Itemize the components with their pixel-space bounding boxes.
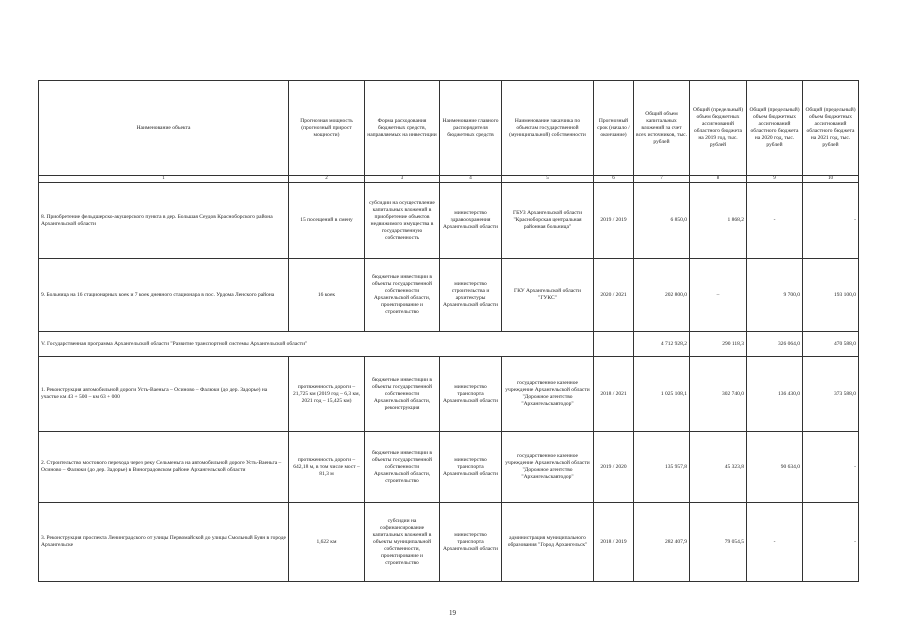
program-title-cell: V. Государственная программа Архангельской области "Развитие транспортной системы Архангельской области" <box>39 332 594 357</box>
header-cell: Прогнозная мощность (прогнозный прирост мощности) <box>289 81 365 176</box>
page-number: 19 <box>449 609 456 617</box>
year-2020-cell: 136 430,0 <box>747 357 803 432</box>
year-2019-cell: – <box>690 259 747 332</box>
table-row <box>39 432 859 503</box>
year-2019-cell: 302 740,0 <box>690 357 747 432</box>
capacity-cell: 1,622 км <box>289 503 365 582</box>
year-2020-cell: - <box>747 503 803 582</box>
table-header-row <box>39 81 859 176</box>
header-cell: Наименование заказчика по объектам государственной (муниципальной) собственности <box>502 81 594 176</box>
header-cell: Общий (предельный) объем бюджетных ассигнований областного бюджета на 2020 год, тыс. рублей <box>747 81 803 176</box>
column-number: 5 <box>502 176 594 183</box>
total-cell: 4 712 928,2 <box>634 332 690 357</box>
capacity-cell: 15 посещений в смену <box>289 183 365 259</box>
total-cell: 6 850,0 <box>634 183 690 259</box>
customer-cell: ГБУЗ Архангельской области "Красноборская центральная районная больница" <box>502 183 594 259</box>
year-2021-cell: - <box>803 503 859 582</box>
manager-cell: министерство строительства и архитектуры Архангельской области <box>440 259 502 332</box>
form-cell: субсидии на софинансирование капитальных вложений в объекты муниципальной собственности, проектирование и строительство <box>365 503 440 582</box>
column-number: 10 <box>803 176 859 183</box>
year-2020-cell: - <box>747 183 803 259</box>
term-cell: 2020 / 2021 <box>594 259 634 332</box>
header-cell: Общий (предельный) объем бюджетных ассигнований областного бюджета на 2021 год, тыс. рублей <box>803 81 859 176</box>
term-cell: 2019 / 2020 <box>594 432 634 503</box>
year-2021-cell: - <box>803 183 859 259</box>
header-cell: Наименование главного распорядителя бюджетных средств <box>440 81 502 176</box>
column-number-row <box>39 176 859 183</box>
object-name-cell: 1. Реконструкция автомобильной дороги Усть-Ваеньга – Осиново – Фалюки (до дер. Задорье) на участке км 43 + 500 – км 63 + 000 <box>39 357 289 432</box>
year-2019-cell: 45 323,8 <box>690 432 747 503</box>
form-cell: бюджетные инвестиции в объекты государственной собственности Архангельской области, проектирование и строительство <box>365 259 440 332</box>
capacity-cell: 16 коек <box>289 259 365 332</box>
column-number: 7 <box>634 176 690 183</box>
object-name-cell: 9. Больница на 16 стационарных коек и 7 коек дневного стационара в пос. Урдома Ленского района <box>39 259 289 332</box>
column-number: 6 <box>594 176 634 183</box>
manager-cell: министерство транспорта Архангельской области <box>440 357 502 432</box>
form-cell: бюджетные инвестиции в объекты государственной собственности Архангельской области, реконструкция <box>365 357 440 432</box>
manager-cell: министерство транспорта Архангельской области <box>440 432 502 503</box>
header-cell: Общий объем капитальных вложений за счет всех источников, тыс. рублей <box>634 81 690 176</box>
table-row <box>39 183 859 259</box>
table-row <box>39 357 859 432</box>
header-cell: Общий (предельный) объем бюджетных ассигнований областного бюджета на 2019 год, тыс. рублей <box>690 81 747 176</box>
header-cell: Форма расходования бюджетных средств, направляемых на инвестиции <box>365 81 440 176</box>
column-number: 2 <box>289 176 365 183</box>
column-number: 9 <box>747 176 803 183</box>
table-row <box>39 259 859 332</box>
year-2021-cell: 373 588,0 <box>803 357 859 432</box>
object-name-cell: 8. Приобретение фельдшерско-акушерского пункта в дер. Большая Сеудов Красноборского района Архангельской области <box>39 183 289 259</box>
year-2021-cell: - <box>803 432 859 503</box>
term-cell: 2019 / 2019 <box>594 183 634 259</box>
total-cell: 1 025 108,1 <box>634 357 690 432</box>
column-number: 8 <box>690 176 747 183</box>
form-cell: бюджетные инвестиции в объекты государственной собственности Архангельской области, строительство <box>365 432 440 503</box>
customer-cell: администрация муниципального образования "Город Архангельск" <box>502 503 594 582</box>
term-cell: 2018 / 2019 <box>594 503 634 582</box>
year-2021-cell: 193 100,0 <box>803 259 859 332</box>
year-2019-cell: 1 868,2 <box>690 183 747 259</box>
term-cell: 2018 / 2021 <box>594 357 634 432</box>
manager-cell: министерство здравоохранения Архангельской области <box>440 183 502 259</box>
program-row <box>39 332 859 357</box>
total-cell: 135 957,8 <box>634 432 690 503</box>
year-2020-cell: 326 064,0 <box>747 332 803 357</box>
table-row <box>39 503 859 582</box>
object-name-cell: 2. Строительство мостового перехода через реку Сельменьга на автомобильной дороге Усть-Ваеньга – Осиново – Фалюки (до дер. Задорье) в Виноградовском районе Архангельской области <box>39 432 289 503</box>
column-number: 4 <box>440 176 502 183</box>
customer-cell: государственное казенное учреждение Архангельской области "Дорожное агентство "Архангельскавтодор" <box>502 432 594 503</box>
capacity-cell: протяженность дороги – 21,725 км (2019 год – 6,3 км, 2021 год – 15,425 км) <box>289 357 365 432</box>
total-cell: 202 800,0 <box>634 259 690 332</box>
customer-cell: ГКУ Архангельской области "ГУКС" <box>502 259 594 332</box>
year-2021-cell: 470 588,0 <box>803 332 859 357</box>
header-cell: Прогнозный срок (начало / окончание) <box>594 81 634 176</box>
form-cell: субсидии на осуществление капитальных вложений в приобретение объектов недвижимого имущества в государственную собственность <box>365 183 440 259</box>
manager-cell: министерство транспорта Архангельской области <box>440 503 502 582</box>
column-number: 1 <box>39 176 289 183</box>
total-cell: 282 407,9 <box>634 503 690 582</box>
term-cell <box>594 332 634 357</box>
year-2020-cell: 9 700,0 <box>747 259 803 332</box>
object-name-cell: 3. Реконструкция проспекта Ленинградского от улицы Первомайской до улицы Смольный Буян в городе Архангельске <box>39 503 289 582</box>
investment-table <box>38 80 859 582</box>
customer-cell: государственное казенное учреждение Архангельской области "Дорожное агентство "Архангельскавтодор" <box>502 357 594 432</box>
header-cell: Наименование объекта <box>39 81 289 176</box>
capacity-cell: протяженность дороги – 642,18 м, в том числе мост – 81,3 м <box>289 432 365 503</box>
year-2020-cell: 90 634,0 <box>747 432 803 503</box>
year-2019-cell: 79 054,5 <box>690 503 747 582</box>
column-number: 3 <box>365 176 440 183</box>
year-2019-cell: 290 118,3 <box>690 332 747 357</box>
